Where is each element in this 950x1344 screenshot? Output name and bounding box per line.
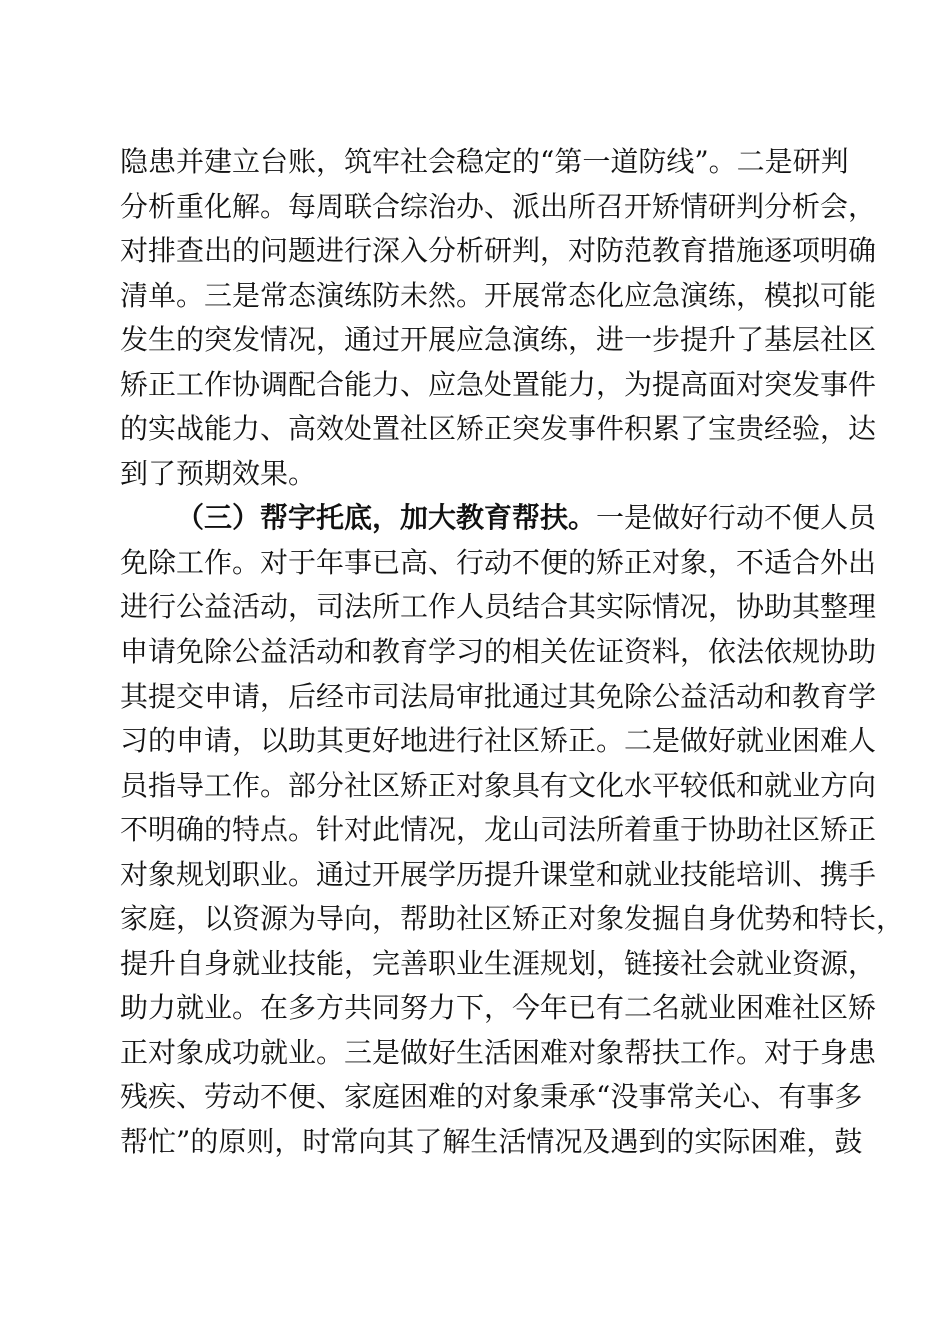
text-line: 对象规划职业。通过开展学历提升课堂和就业技能培训、携手: [120, 857, 877, 891]
text-line: 发生的突发情况，通过开展应急演练，进一步提升了基层社区: [120, 323, 877, 357]
text-line: 帮忙”的原则，时常向其了解生活情况及遇到的实际困难，鼓: [120, 1125, 863, 1159]
text-line: 清单。三是常态演练防未然。开展常态化应急演练，模拟可能: [120, 278, 877, 312]
text-line: 不明确的特点。针对此情况，龙山司法所着重于协助社区矫正: [120, 813, 877, 847]
text-run: 一是做好行动不便人员: [596, 501, 877, 535]
body-text: [120, 140, 905, 1165]
text-line: 习的申请，以助其更好地进行社区矫正。二是做好就业困难人: [120, 724, 877, 758]
paragraph-education-support: [120, 496, 905, 1164]
text-line: 矫正工作协调配合能力、应急处置能力，为提高面对突发事件: [120, 367, 877, 401]
text-line: 提升自身就业技能，完善职业生涯规划，链接社会就业资源，: [120, 946, 877, 980]
paragraph-prevention: [120, 140, 877, 496]
text-line: 正对象成功就业。三是做好生活困难对象帮扶工作。对于身患: [120, 1035, 877, 1069]
text-line: [120, 496, 877, 541]
text-line: 残疾、劳动不便、家庭困难的对象秉承“没事常关心、有事多: [120, 1080, 863, 1114]
text-line: 其提交申请，后经市司法局审批通过其免除公益活动和教育学: [120, 679, 877, 713]
text-line: 助力就业。在多方共同努力下，今年已有二名就业困难社区矫: [120, 991, 877, 1025]
text-line: 对排查出的问题进行深入分析研判，对防范教育措施逐项明确: [120, 234, 877, 268]
text-line: 的实战能力、高效处置社区矫正突发事件积累了宝贵经验，达: [120, 412, 877, 446]
text-line: 分析重化解。每周联合综治办、派出所召开矫情研判分析会，: [120, 189, 877, 223]
text-line: 隐患并建立台账，筑牢社会稳定的“第一道防线”。二是研判: [120, 145, 849, 178]
section-heading: （三）帮字托底，加大教育帮扶。: [176, 501, 597, 535]
text-line: 免除工作。对于年事已高、行动不便的矫正对象，不适合外出: [120, 545, 877, 579]
text-line: 到了预期效果。: [120, 456, 317, 490]
text-line: 申请免除公益活动和教育学习的相关佐证资料，依法依规协助: [120, 635, 877, 669]
text-line: 进行公益活动，司法所工作人员结合其实际情况，协助其整理: [120, 590, 877, 624]
text-line: 家庭，以资源为导向，帮助社区矫正对象发掘自身优势和特长，: [120, 902, 905, 936]
text-line: 员指导工作。部分社区矫正对象具有文化水平较低和就业方向: [120, 768, 877, 802]
